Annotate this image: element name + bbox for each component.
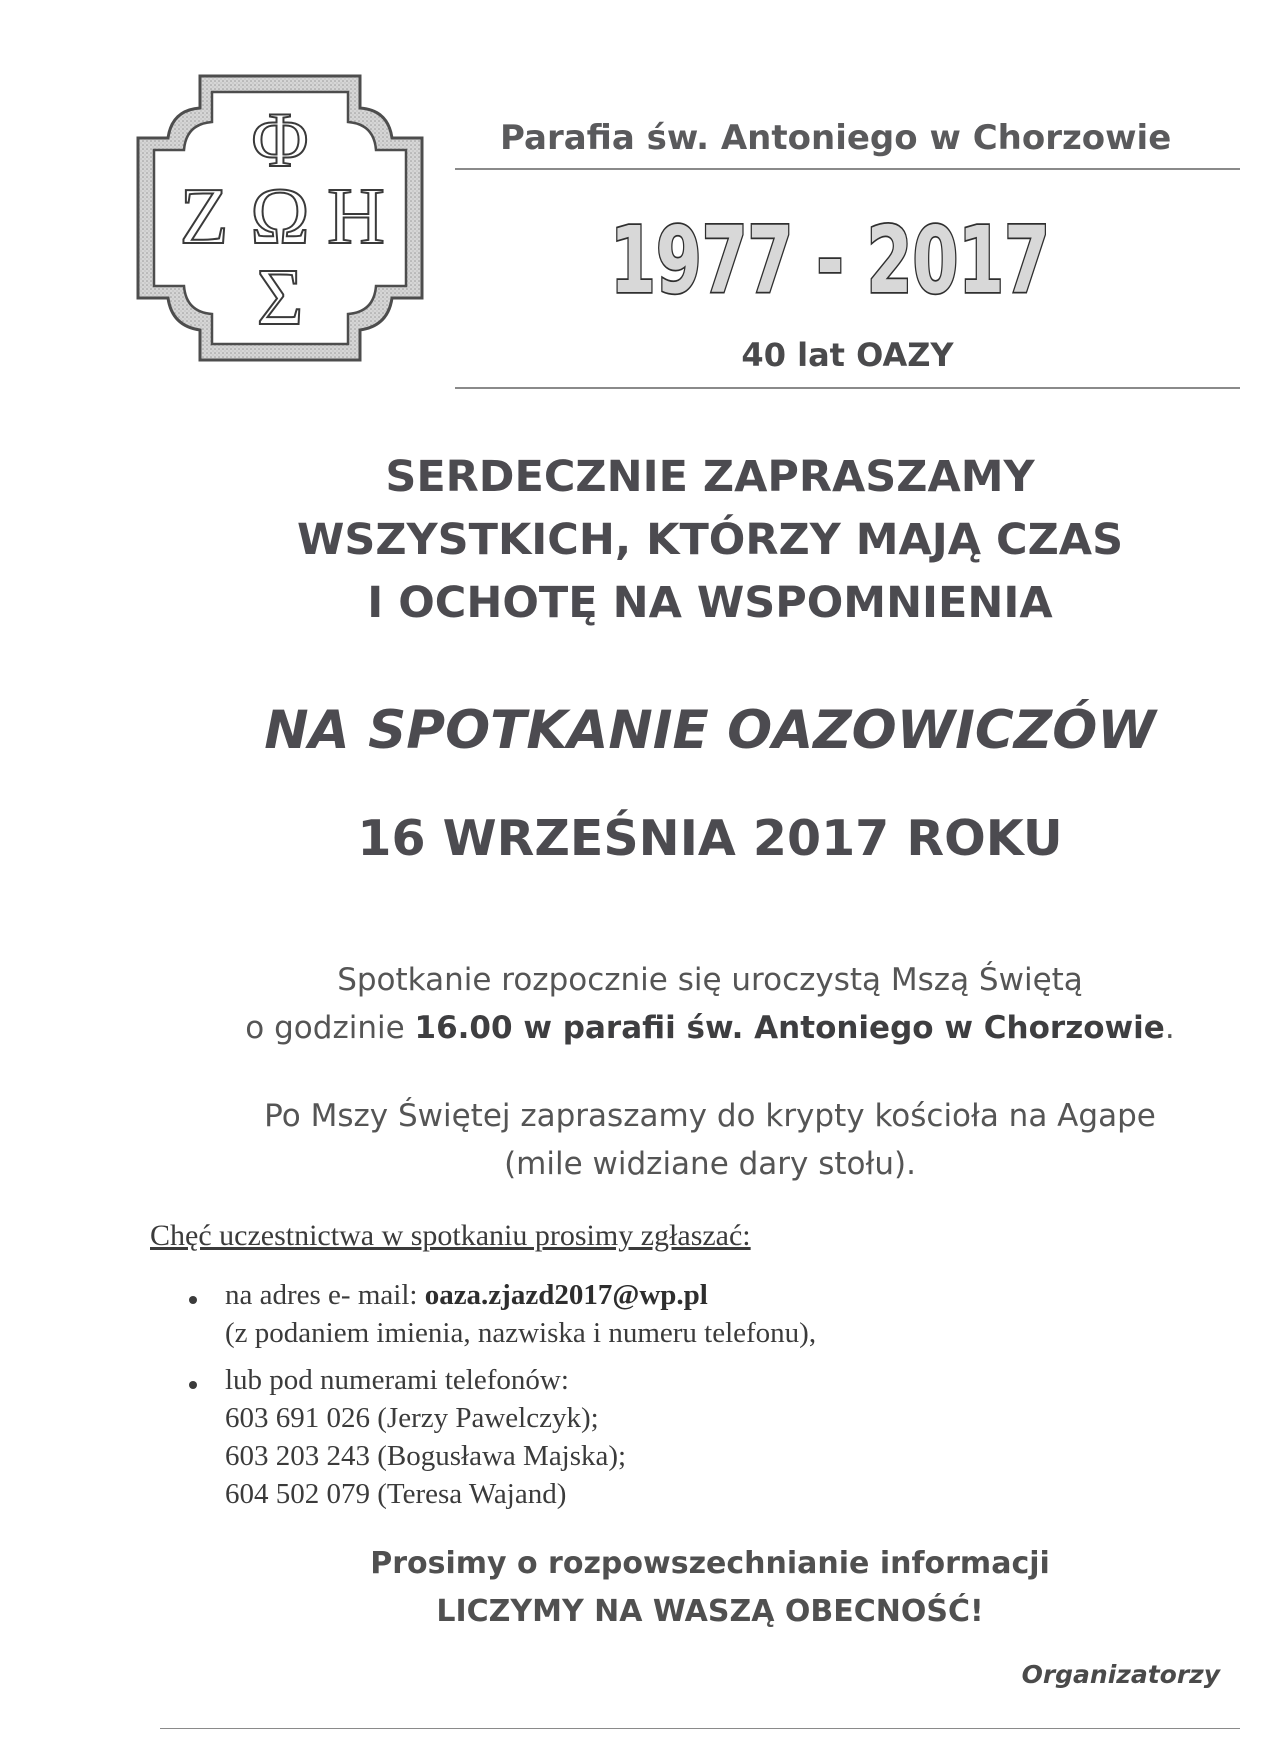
svg-text:1977 - 2017: 1977 - 2017	[610, 207, 1050, 314]
agape-line-2: (mile widziane dary stołu).	[504, 1146, 916, 1182]
anniversary-years	[590, 192, 1070, 312]
email-note: (z podaniem imienia, nazwiska i numeru telefonu),	[225, 1317, 817, 1349]
closing-line-1: Prosimy o rozpowszechnianie informacji	[370, 1546, 1050, 1581]
header-divider-top	[455, 168, 1240, 170]
agape-info	[180, 1092, 1240, 1188]
signature: Organizatorzy	[1021, 1660, 1220, 1689]
phone-entry: 603 203 243 (Bogusława Majska);	[225, 1440, 627, 1472]
logo-letter-sigma: Σ	[256, 254, 304, 342]
invitation-line-3: I OCHOTĘ NA WSPOMNIENIA	[367, 578, 1053, 628]
phones-intro: lub pod numerami telefonów:	[225, 1364, 569, 1396]
closing-block	[180, 1540, 1240, 1636]
signup-phone-item	[225, 1361, 626, 1513]
closing-line-2: LICZYMY NA WASZĄ OBECNOŚĆ!	[436, 1594, 984, 1629]
bullet-icon	[189, 1296, 197, 1304]
agape-line-1: Po Mszy Świętej zapraszamy do krypty kościoła na Agape	[264, 1098, 1156, 1134]
phone-entry: 603 691 026 (Jerzy Pawelczyk);	[225, 1402, 599, 1434]
mass-time-place: 16.00 w parafii św. Antoniego w Chorzowie	[414, 1010, 1165, 1046]
phone-entry: 604 502 079 (Teresa Wajand)	[225, 1478, 567, 1510]
logo-letter-phi: Φ	[251, 96, 309, 183]
mass-line-2: o godzinie 16.00 w parafii św. Antoniego w Chorzowie.	[245, 1010, 1175, 1046]
anniversary-subtitle: 40 lat OAZY	[741, 336, 954, 374]
invitation-block	[180, 446, 1240, 635]
logo-letter-eta: Η	[327, 173, 385, 261]
contact-email: oaza.zjazd2017@wp.pl	[424, 1279, 708, 1311]
invitation-line-2: WSZYSTKICH, KTÓRZY MAJĄ CZAS	[296, 515, 1124, 565]
bullet-icon	[189, 1381, 197, 1389]
mass-info	[180, 956, 1240, 1052]
signup-heading: Chęć uczestnictwa w spotkaniu prosimy zgłaszać:	[150, 1219, 751, 1252]
meeting-title: NA SPOTKANIE OAZOWICZÓW	[264, 700, 1156, 761]
logo-letter-omega: Ω	[250, 173, 310, 261]
signup-email-item: na adres e- mail: oaza.zjazd2017@wp.pl (z podaniem imienia, nazwiska i numeru telefonu),	[225, 1276, 816, 1352]
footer-divider	[160, 1728, 1240, 1729]
oaza-logo	[130, 68, 430, 368]
parish-name: Parafia św. Antoniego w Chorzowie	[500, 118, 1172, 158]
invitation-line-1: SERDECZNIE ZAPRASZAMY	[385, 452, 1035, 502]
meeting-date: 16 WRZEŚNIA 2017 ROKU	[357, 810, 1063, 867]
mass-line-1: Spotkanie rozpocznie się uroczystą Mszą Świętą	[337, 962, 1083, 998]
header-divider-bottom	[455, 387, 1240, 389]
logo-letter-zeta: Ζ	[179, 173, 229, 261]
